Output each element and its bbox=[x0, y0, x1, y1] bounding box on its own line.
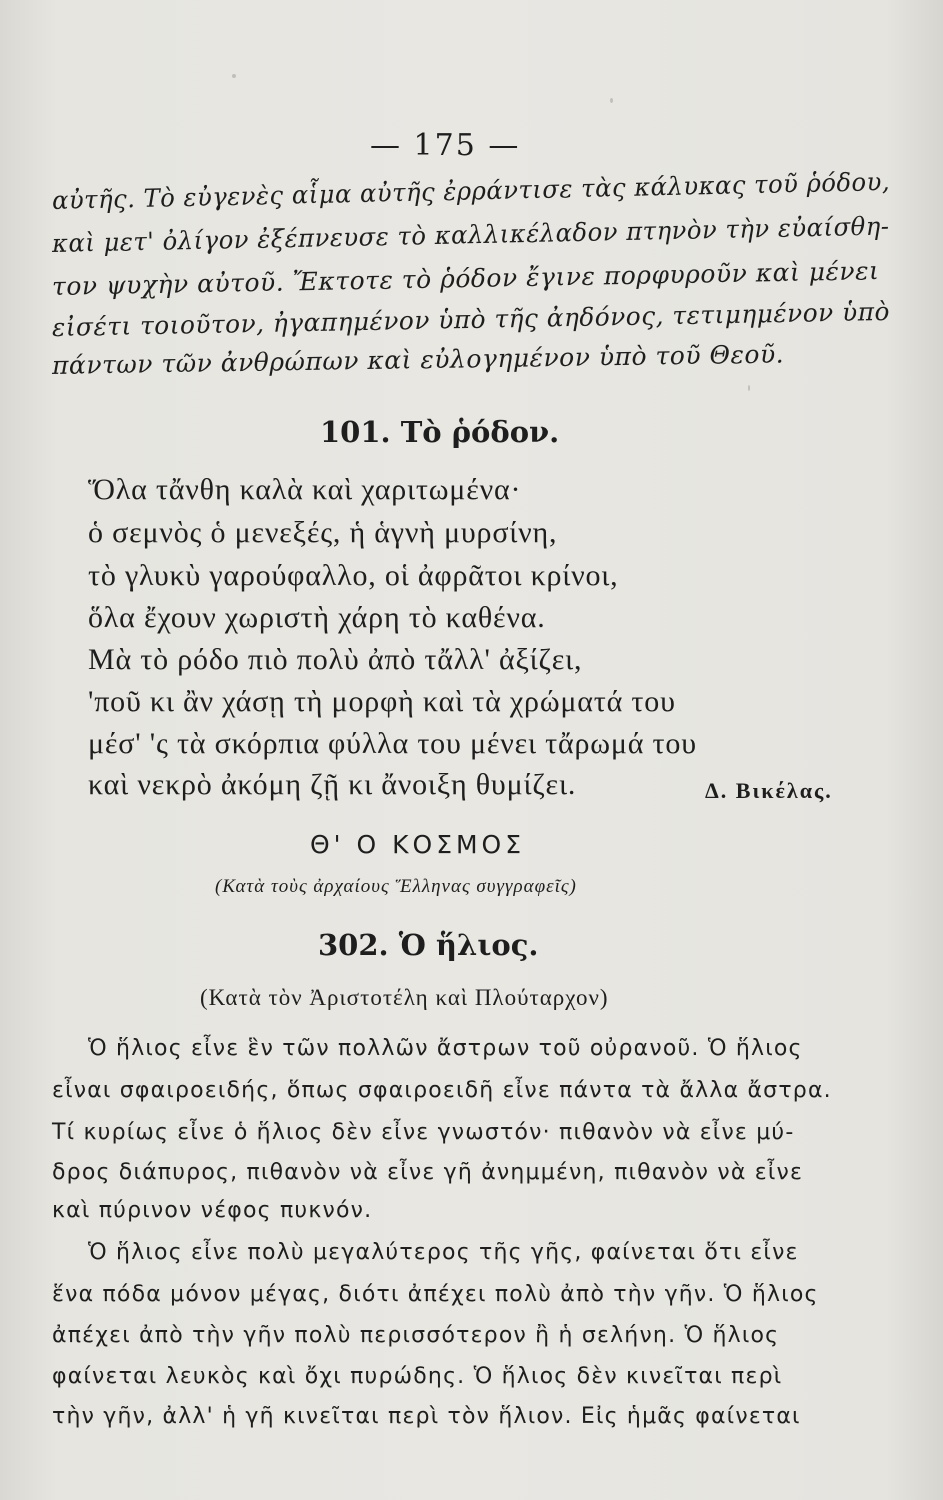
ink-speck bbox=[748, 385, 750, 391]
page-number: — 175 — bbox=[370, 128, 521, 163]
section-subtitle: (Κατὰ τοὺς ἀρχαίους Ἕλληνας συγγραφεῖς) bbox=[215, 876, 577, 897]
body-line: Ὁ ἥλιος εἶνε πολὺ μεγαλύτερος τῆς γῆς, φαίνεται ὅτι εἶνε bbox=[88, 1240, 799, 1265]
prose-line: καὶ μετ' ὀλίγον ἐξέπνευσε τὸ καλλικέλαδον πτηνὸν τὴν εὐαίσθη- bbox=[51, 211, 890, 258]
article-heading: 302. Ὁ ἥλιος. bbox=[318, 928, 539, 962]
body-line: ἕνα πόδα μόνον μέγας, διότι ἀπέχει πολὺ ἀπὸ τὴν γῆν. Ὁ ἥλιος bbox=[52, 1282, 819, 1307]
prose-line: τον ψυχὴν αὐτοῦ. Ἔκτοτε τὸ ῥόδον ἔγινε πορφυροῦν καὶ μένει bbox=[51, 256, 880, 301]
poem-heading: 101. Τὸ ῥόδον. bbox=[320, 415, 560, 449]
poem-line: ὁ σεμνὸς ὁ μενεξές, ἡ ἁγνὴ μυρσίνη, bbox=[88, 516, 558, 549]
poem-line: μέσ' 'ς τὰ σκόρπια φύλλα του μένει τἄρωμά του bbox=[88, 727, 697, 760]
body-line: εἶναι σφαιροειδής, ὅπως σφαιροειδῆ εἶνε πάντα τὰ ἄλλα ἄστρα. bbox=[52, 1078, 832, 1103]
body-line: ἀπέχει ἀπὸ τὴν γῆν πολὺ περισσότερον ἢ ἡ σελήνη. Ὁ ἥλιος bbox=[52, 1323, 780, 1348]
poem-line: Μὰ τὸ ρόδο πιὸ πολὺ ἀπὸ τἄλλ' ἀξίζει, bbox=[88, 643, 583, 676]
poem-line: Ὅλα τἄνθη καλὰ καὶ χαριτωμένα· bbox=[88, 473, 522, 506]
prose-line: πάντων τῶν ἀνθρώπων καὶ εὐλογημένον ὑπὸ τοῦ Θεοῦ. bbox=[51, 339, 785, 380]
body-line: φαίνεται λευκὸς καὶ ὄχι πυρώδης. Ὁ ἥλιος δὲν κινεῖται περὶ bbox=[52, 1364, 783, 1389]
article-subheading: (Κατὰ τὸν Ἀριστοτέλη καὶ Πλούταρχον) bbox=[200, 985, 609, 1010]
poem-author: Δ. Βικέλας. bbox=[705, 778, 833, 803]
poem-line: 'ποῦ κι ἂν χάσῃ τὴ μορφὴ καὶ τὰ χρώματά του bbox=[88, 685, 676, 718]
body-line: Ὁ ἥλιος εἶνε ἓν τῶν πολλῶν ἄστρων τοῦ οὐρανοῦ. Ὁ ἥλιος bbox=[88, 1036, 803, 1061]
poem-line: τὸ γλυκὺ γαρούφαλλο, οἱ ἀφρᾶτοι κρίνοι, bbox=[88, 559, 619, 592]
body-line: δρος διάπυρος, πιθανὸν νὰ εἶνε γῆ ἀνημμένη, πιθανὸν νὰ εἶνε bbox=[52, 1160, 804, 1185]
body-line: τὴν γῆν, ἀλλ' ἡ γῆ κινεῖται περὶ τὸν ἥλιον. Εἰς ἡμᾶς φαίνεται bbox=[52, 1404, 801, 1429]
poem-line: καὶ νεκρὸ ἀκόμη ζῇ κι ἄνοιξη θυμίζει. bbox=[88, 768, 577, 801]
prose-line: αὐτῆς. Τὸ εὐγενὲς αἷμα αὐτῆς ἐρράντισε τὰς κάλυκας τοῦ ῥόδου, bbox=[51, 166, 891, 215]
section-title: Θ' Ο ΚΟΣΜΟΣ bbox=[310, 830, 526, 859]
prose-line: εἰσέτι τοιοῦτον, ἠγαπημένον ὑπὸ τῆς ἀηδόνος, τετιμημένον ὑπὸ bbox=[51, 296, 891, 342]
ink-speck bbox=[610, 98, 613, 103]
poem-line: ὅλα ἔχουν χωριστὴ χάρη τὸ καθένα. bbox=[88, 601, 546, 634]
body-line: Τί κυρίως εἶνε ὁ ἥλιος δὲν εἶνε γνωστόν· πιθανὸν νὰ εἶνε μύ- bbox=[52, 1120, 795, 1145]
ink-speck bbox=[232, 74, 236, 78]
body-line: καὶ πύρινον νέφος πυκνόν. bbox=[52, 1198, 373, 1223]
